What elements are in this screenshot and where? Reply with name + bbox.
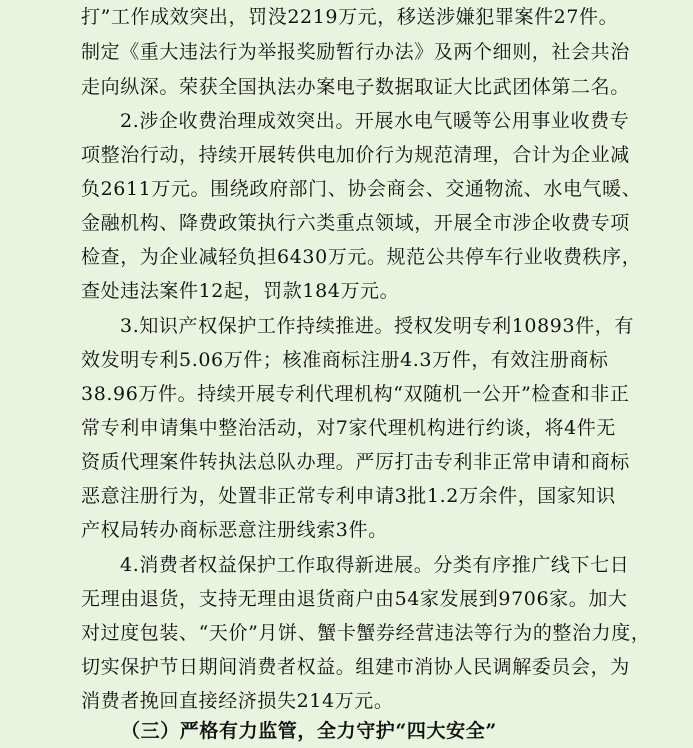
text-line: 无理由退货，支持无理由退货商户由54家发展到9706家。加大 <box>81 588 628 610</box>
section-heading: （三）严格有力监管，全力守护“四大安全” <box>121 720 497 742</box>
paragraph-line: 4.消费者权益保护工作取得新进展。分类有序推广线下七日 <box>120 554 630 576</box>
text-line: 查处违法案件12起，罚款184万元。 <box>81 280 400 302</box>
text-line: 消费者挽回直接经济损失214万元。 <box>81 690 394 712</box>
text-line: 38.96万件。持续开展专利代理机构“双随机一公开”检查和非正 <box>81 383 630 405</box>
text-line: 常专利申请集中整治活动，对7家代理机构进行约谈，将4件无 <box>81 417 616 439</box>
text-line: 效发明专利5.06万件；核准商标注册4.3万件，有效注册商标 <box>81 349 609 371</box>
text-line: 对过度包装、“天价”月饼、蟹卡蟹券经营违法等行为的整治力度， <box>81 622 651 644</box>
text-line: 打”工作成效突出，罚没2219万元，移送涉嫌犯罪案件27件。 <box>81 6 619 28</box>
text-line: 走向纵深。荣获全国执法办案电子数据取证大比武团体第二名。 <box>81 76 630 98</box>
text-line: 切实保护节日期间消费者权益。组建市消协人民调解委员会，为 <box>81 656 630 678</box>
text-line: 资质代理案件转执法总队办理。严厉打击专利非正常申请和商标 <box>81 451 630 473</box>
text-line: 恶意注册行为，处置非正常专利申请3批1.2万余件，国家知识 <box>81 485 616 507</box>
text-line: 产权局转办商标恶意注册线索3件。 <box>81 519 388 541</box>
paragraph-line: 3.知识产权保护工作持续推进。授权发明专利10893件，有 <box>120 315 634 337</box>
text-line: 金融机构、降费政策执行六类重点领域，开展全市涉企收费专项 <box>81 212 630 234</box>
text-line: 项整治行动，持续开展转供电加价行为规范清理，合计为企业减 <box>81 144 630 166</box>
text-line: 检查，为企业减轻负担6430万元。规范公共停车行业收费秩序， <box>81 246 642 268</box>
paragraph-line: 2.涉企收费治理成效突出。开展水电气暖等公用事业收费专 <box>120 110 630 132</box>
text-line: 负2611万元。围绕政府部门、协会商会、交通物流、水电气暖、 <box>81 178 642 200</box>
text-line: 制定《重大违法行为举报奖励暂行办法》及两个细则，社会共治 <box>81 41 630 63</box>
